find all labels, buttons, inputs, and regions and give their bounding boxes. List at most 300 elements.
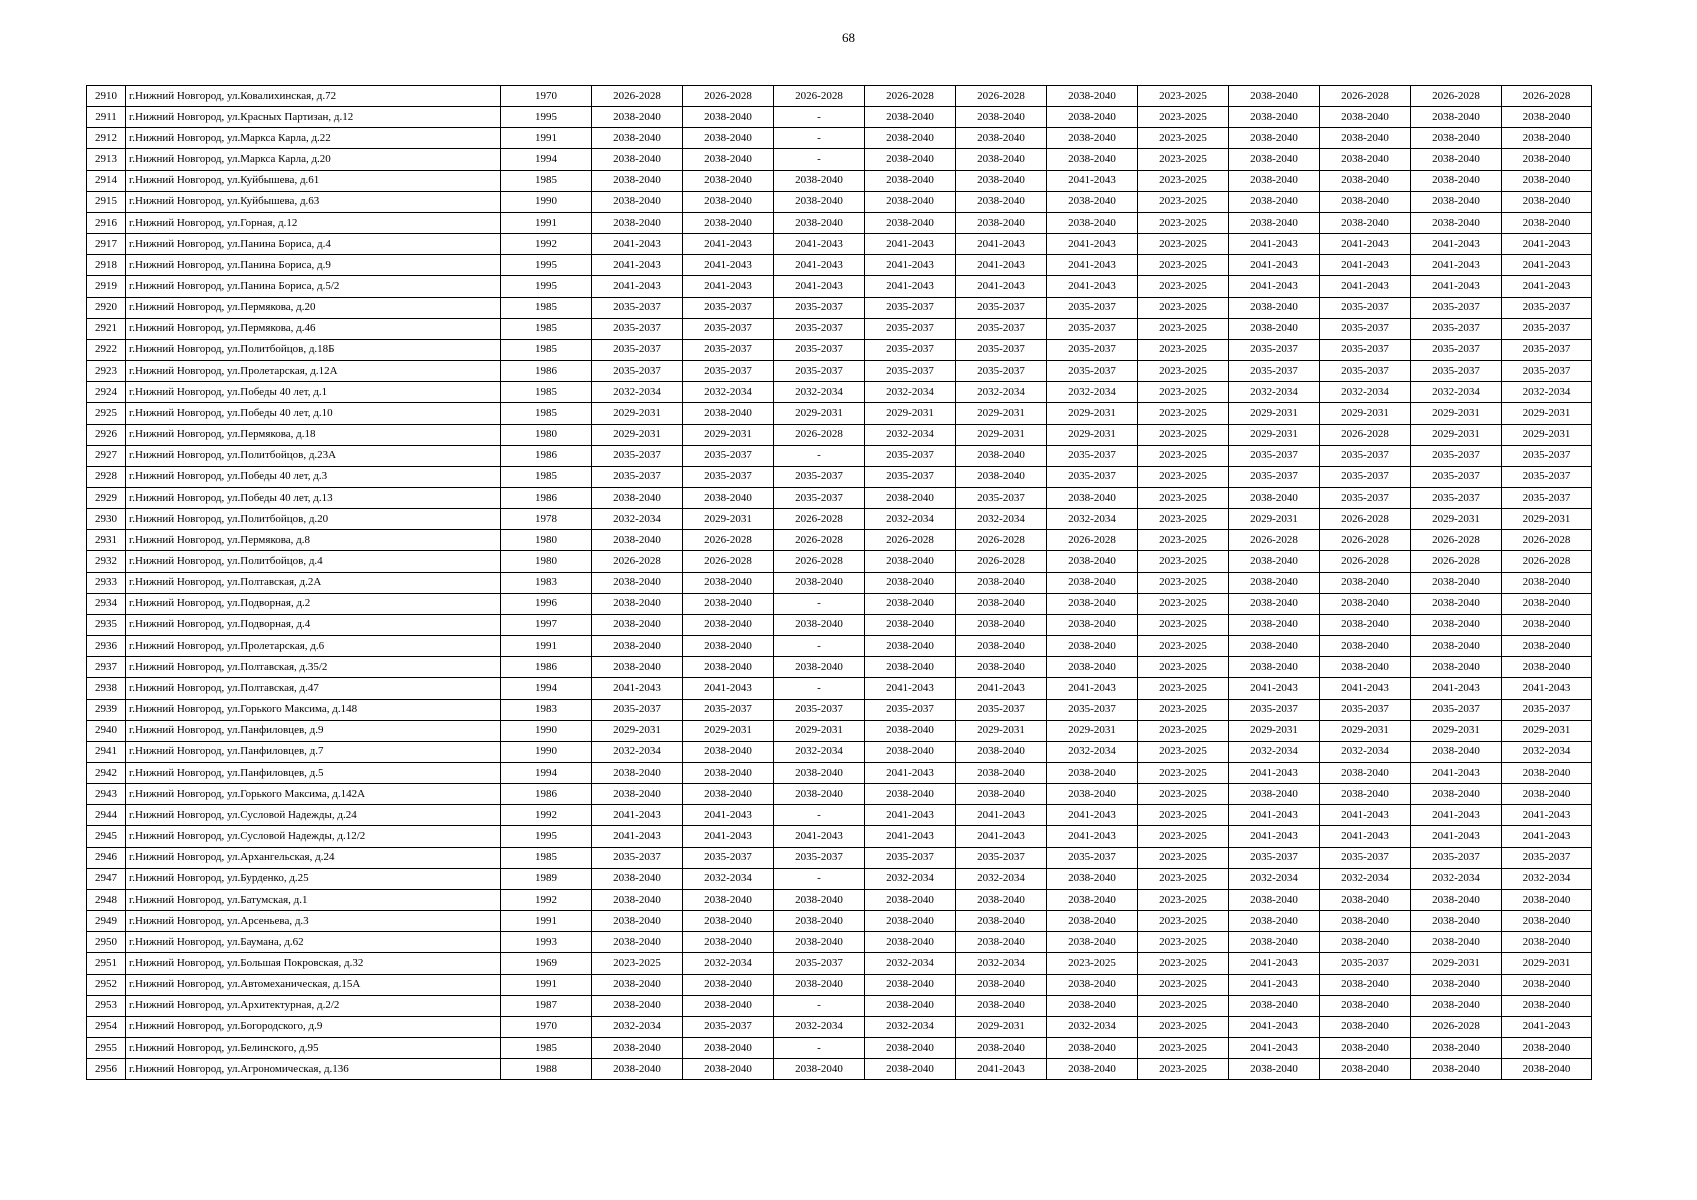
year-cell: 1986 [501, 657, 592, 678]
period-cell: 2038-2040 [865, 889, 956, 910]
period-cell: 2041-2043 [1320, 234, 1411, 255]
address-cell: г.Нижний Новгород, ул.Политбойцов, д.4 [126, 551, 501, 572]
period-cell: 2032-2034 [865, 424, 956, 445]
period-cell: 2038-2040 [1047, 149, 1138, 170]
period-cell: 2032-2034 [592, 509, 683, 530]
row-number-cell: 2956 [87, 1059, 126, 1080]
period-cell: 2038-2040 [774, 212, 865, 233]
period-cell: 2038-2040 [592, 212, 683, 233]
period-cell: 2041-2043 [1502, 678, 1592, 699]
address-cell: г.Нижний Новгород, ул.Ковалихинская, д.72 [126, 86, 501, 107]
period-cell: 2041-2043 [1047, 826, 1138, 847]
period-cell: 2038-2040 [1229, 784, 1320, 805]
row-number-cell: 2955 [87, 1038, 126, 1059]
period-cell: 2029-2031 [683, 509, 774, 530]
period-cell: 2023-2025 [1138, 657, 1229, 678]
period-cell: 2038-2040 [683, 636, 774, 657]
period-cell: 2038-2040 [683, 911, 774, 932]
period-cell: 2038-2040 [956, 911, 1047, 932]
period-cell: 2038-2040 [865, 191, 956, 212]
period-cell: 2038-2040 [1320, 636, 1411, 657]
year-cell: 1991 [501, 636, 592, 657]
period-cell: 2029-2031 [1502, 720, 1592, 741]
row-number-cell: 2915 [87, 191, 126, 212]
period-cell: 2032-2034 [865, 382, 956, 403]
period-cell: 2038-2040 [1047, 995, 1138, 1016]
period-cell: 2038-2040 [865, 932, 956, 953]
period-cell: 2035-2037 [1411, 487, 1502, 508]
period-cell: 2038-2040 [1229, 318, 1320, 339]
period-cell: 2035-2037 [1411, 847, 1502, 868]
period-cell: 2038-2040 [1502, 657, 1592, 678]
table-row [87, 805, 1592, 826]
period-cell: 2026-2028 [592, 86, 683, 107]
period-cell: 2035-2037 [592, 847, 683, 868]
period-cell: 2029-2031 [1502, 424, 1592, 445]
period-cell: 2023-2025 [1138, 234, 1229, 255]
row-number-cell: 2938 [87, 678, 126, 699]
period-cell: 2038-2040 [774, 657, 865, 678]
period-cell: 2041-2043 [1411, 276, 1502, 297]
table-row [87, 107, 1592, 128]
address-cell: г.Нижний Новгород, ул.Горького Максима, д.148 [126, 699, 501, 720]
period-cell: 2041-2043 [1411, 826, 1502, 847]
period-cell: 2038-2040 [774, 911, 865, 932]
period-cell: 2038-2040 [956, 212, 1047, 233]
address-cell: г.Нижний Новгород, ул.Горького Максима, д.142А [126, 784, 501, 805]
period-cell: 2038-2040 [1411, 1059, 1502, 1080]
period-cell: 2041-2043 [1047, 678, 1138, 699]
address-cell: г.Нижний Новгород, ул.Победы 40 лет, д.3 [126, 466, 501, 487]
period-cell: 2035-2037 [1320, 466, 1411, 487]
period-cell: 2038-2040 [956, 191, 1047, 212]
period-cell: 2038-2040 [1320, 572, 1411, 593]
period-cell: 2038-2040 [592, 149, 683, 170]
period-cell: 2041-2043 [1229, 826, 1320, 847]
period-cell: 2035-2037 [865, 361, 956, 382]
period-cell: 2038-2040 [592, 1038, 683, 1059]
period-cell: 2023-2025 [1138, 86, 1229, 107]
row-number-cell: 2944 [87, 805, 126, 826]
address-cell: г.Нижний Новгород, ул.Сусловой Надежды, д.12/2 [126, 826, 501, 847]
row-number-cell: 2914 [87, 170, 126, 191]
period-cell: 2038-2040 [683, 657, 774, 678]
period-cell: 2038-2040 [1320, 932, 1411, 953]
period-cell: 2035-2037 [1229, 699, 1320, 720]
period-cell: 2038-2040 [1320, 763, 1411, 784]
period-cell: 2038-2040 [1502, 636, 1592, 657]
period-cell: 2035-2037 [1320, 297, 1411, 318]
period-cell: 2032-2034 [1320, 868, 1411, 889]
period-cell: 2038-2040 [1047, 212, 1138, 233]
table-row [87, 509, 1592, 530]
period-cell: 2023-2025 [1138, 1016, 1229, 1037]
table-row [87, 974, 1592, 995]
row-number-cell: 2953 [87, 995, 126, 1016]
period-cell: 2023-2025 [1138, 551, 1229, 572]
period-cell: 2038-2040 [1320, 1059, 1411, 1080]
period-cell: 2035-2037 [1502, 318, 1592, 339]
period-cell: 2035-2037 [683, 297, 774, 318]
period-cell: 2035-2037 [1502, 361, 1592, 382]
period-cell: - [774, 1038, 865, 1059]
period-cell: 2032-2034 [865, 509, 956, 530]
year-cell: 1997 [501, 614, 592, 635]
row-number-cell: 2924 [87, 382, 126, 403]
period-cell: 2035-2037 [1229, 466, 1320, 487]
period-cell: 2041-2043 [1229, 953, 1320, 974]
period-cell: 2035-2037 [865, 445, 956, 466]
period-cell: 2038-2040 [683, 1038, 774, 1059]
period-cell: 2038-2040 [1411, 593, 1502, 614]
table-row [87, 720, 1592, 741]
period-cell: 2041-2043 [592, 234, 683, 255]
period-cell: 2029-2031 [1047, 403, 1138, 424]
period-cell: 2035-2037 [1502, 339, 1592, 360]
period-cell: 2038-2040 [1320, 657, 1411, 678]
address-cell: г.Нижний Новгород, ул.Панина Бориса, д.5/2 [126, 276, 501, 297]
period-cell: 2038-2040 [1320, 974, 1411, 995]
row-number-cell: 2939 [87, 699, 126, 720]
year-cell: 1991 [501, 974, 592, 995]
address-cell: г.Нижний Новгород, ул.Панина Бориса, д.4 [126, 234, 501, 255]
period-cell: 2038-2040 [1320, 889, 1411, 910]
period-cell: 2038-2040 [865, 1059, 956, 1080]
period-cell: 2041-2043 [1320, 255, 1411, 276]
period-cell: 2026-2028 [1502, 86, 1592, 107]
period-cell: 2035-2037 [1047, 297, 1138, 318]
period-cell: 2023-2025 [1138, 911, 1229, 932]
year-cell: 1980 [501, 530, 592, 551]
period-cell: 2038-2040 [1047, 593, 1138, 614]
period-cell: 2038-2040 [865, 170, 956, 191]
period-cell: 2038-2040 [1229, 572, 1320, 593]
period-cell: 2038-2040 [592, 614, 683, 635]
address-cell: г.Нижний Новгород, ул.Политбойцов, д.18Б [126, 339, 501, 360]
period-cell: - [774, 995, 865, 1016]
table-row [87, 339, 1592, 360]
period-cell: 2038-2040 [1047, 487, 1138, 508]
period-cell: 2023-2025 [1138, 107, 1229, 128]
row-number-cell: 2942 [87, 763, 126, 784]
period-cell: 2029-2031 [1320, 720, 1411, 741]
period-cell: 2035-2037 [592, 297, 683, 318]
address-cell: г.Нижний Новгород, ул.Панина Бориса, д.9 [126, 255, 501, 276]
address-cell: г.Нижний Новгород, ул.Горная, д.12 [126, 212, 501, 233]
period-cell: 2038-2040 [683, 170, 774, 191]
period-cell: 2026-2028 [1320, 509, 1411, 530]
table-row [87, 530, 1592, 551]
period-cell: 2023-2025 [1138, 318, 1229, 339]
period-cell: 2038-2040 [1502, 763, 1592, 784]
table-row [87, 741, 1592, 762]
period-cell: 2029-2031 [956, 403, 1047, 424]
period-cell: 2035-2037 [592, 361, 683, 382]
row-number-cell: 2943 [87, 784, 126, 805]
period-cell: 2038-2040 [1502, 212, 1592, 233]
period-cell: 2038-2040 [1411, 784, 1502, 805]
period-cell: 2035-2037 [956, 361, 1047, 382]
period-cell: 2038-2040 [1047, 763, 1138, 784]
period-cell: 2041-2043 [956, 678, 1047, 699]
period-cell: 2038-2040 [683, 593, 774, 614]
table-row [87, 1016, 1592, 1037]
year-cell: 1993 [501, 932, 592, 953]
period-cell: 2038-2040 [956, 1038, 1047, 1059]
period-cell: 2023-2025 [1138, 741, 1229, 762]
period-cell: 2041-2043 [1411, 234, 1502, 255]
period-cell: 2023-2025 [1138, 297, 1229, 318]
year-cell: 1985 [501, 1038, 592, 1059]
period-cell: 2038-2040 [1411, 212, 1502, 233]
table-row [87, 636, 1592, 657]
period-cell: 2023-2025 [1138, 212, 1229, 233]
period-cell: 2041-2043 [1320, 805, 1411, 826]
period-cell: 2026-2028 [1502, 551, 1592, 572]
period-cell: 2023-2025 [1138, 995, 1229, 1016]
address-cell: г.Нижний Новгород, ул.Пермякова, д.18 [126, 424, 501, 445]
period-cell: 2038-2040 [592, 170, 683, 191]
period-cell: 2032-2034 [1502, 382, 1592, 403]
year-cell: 1988 [501, 1059, 592, 1080]
table-row [87, 191, 1592, 212]
period-cell: 2041-2043 [865, 826, 956, 847]
period-cell: 2038-2040 [1411, 128, 1502, 149]
year-cell: 1994 [501, 149, 592, 170]
period-cell: 2038-2040 [865, 636, 956, 657]
row-number-cell: 2910 [87, 86, 126, 107]
row-number-cell: 2949 [87, 911, 126, 932]
period-cell: 2038-2040 [592, 911, 683, 932]
period-cell: 2038-2040 [1229, 911, 1320, 932]
period-cell: 2041-2043 [1502, 255, 1592, 276]
period-cell: 2035-2037 [1320, 318, 1411, 339]
period-cell: 2041-2043 [1047, 255, 1138, 276]
year-cell: 1995 [501, 107, 592, 128]
period-cell: 2038-2040 [592, 487, 683, 508]
period-cell: 2038-2040 [865, 551, 956, 572]
address-cell: г.Нижний Новгород, ул.Пермякова, д.46 [126, 318, 501, 339]
table-row [87, 953, 1592, 974]
period-cell: 2041-2043 [1047, 805, 1138, 826]
period-cell: 2035-2037 [865, 466, 956, 487]
period-cell: 2038-2040 [1320, 149, 1411, 170]
period-cell: 2038-2040 [865, 995, 956, 1016]
period-cell: 2038-2040 [1502, 572, 1592, 593]
period-cell: 2029-2031 [774, 403, 865, 424]
period-cell: 2026-2028 [683, 530, 774, 551]
period-cell: 2032-2034 [865, 953, 956, 974]
year-cell: 1985 [501, 318, 592, 339]
address-cell: г.Нижний Новгород, ул.Панфиловцев, д.5 [126, 763, 501, 784]
table-row [87, 382, 1592, 403]
period-cell: 2038-2040 [1229, 191, 1320, 212]
address-cell: г.Нижний Новгород, ул.Агрономическая, д.136 [126, 1059, 501, 1080]
period-cell: 2032-2034 [683, 868, 774, 889]
period-cell: 2035-2037 [1047, 445, 1138, 466]
period-cell: 2035-2037 [956, 699, 1047, 720]
period-cell: 2038-2040 [1502, 128, 1592, 149]
table-row [87, 234, 1592, 255]
period-cell: 2035-2037 [774, 297, 865, 318]
period-cell: 2035-2037 [865, 847, 956, 868]
year-cell: 1980 [501, 551, 592, 572]
period-cell: 2038-2040 [956, 932, 1047, 953]
period-cell: 2026-2028 [683, 86, 774, 107]
period-cell: 2023-2025 [1138, 614, 1229, 635]
year-cell: 1980 [501, 424, 592, 445]
period-cell: 2038-2040 [592, 974, 683, 995]
period-cell: 2038-2040 [592, 107, 683, 128]
period-cell: 2026-2028 [1320, 86, 1411, 107]
period-cell: 2035-2037 [865, 699, 956, 720]
period-cell: 2041-2043 [865, 678, 956, 699]
period-cell: 2041-2043 [683, 826, 774, 847]
period-cell: 2038-2040 [1502, 107, 1592, 128]
period-cell: 2032-2034 [1229, 868, 1320, 889]
period-cell: 2023-2025 [1138, 191, 1229, 212]
period-cell: 2038-2040 [865, 572, 956, 593]
period-cell: 2029-2031 [1411, 509, 1502, 530]
row-number-cell: 2935 [87, 614, 126, 635]
period-cell: 2041-2043 [956, 234, 1047, 255]
table-row [87, 212, 1592, 233]
period-cell: 2035-2037 [592, 699, 683, 720]
row-number-cell: 2917 [87, 234, 126, 255]
table-row [87, 128, 1592, 149]
period-cell: 2041-2043 [683, 255, 774, 276]
period-cell: 2029-2031 [1320, 403, 1411, 424]
period-cell: 2023-2025 [1138, 276, 1229, 297]
table-row [87, 297, 1592, 318]
period-cell: 2038-2040 [865, 657, 956, 678]
period-cell: 2038-2040 [1411, 149, 1502, 170]
period-cell: 2038-2040 [1320, 784, 1411, 805]
address-cell: г.Нижний Новгород, ул.Подворная, д.2 [126, 593, 501, 614]
period-cell: 2038-2040 [1411, 1038, 1502, 1059]
period-cell: 2041-2043 [683, 678, 774, 699]
period-cell: 2029-2031 [956, 720, 1047, 741]
address-cell: г.Нижний Новгород, ул.Куйбышева, д.61 [126, 170, 501, 191]
period-cell: 2035-2037 [774, 847, 865, 868]
period-cell: 2041-2043 [1320, 678, 1411, 699]
row-number-cell: 2918 [87, 255, 126, 276]
period-cell: 2035-2037 [1502, 847, 1592, 868]
period-cell: 2038-2040 [1229, 297, 1320, 318]
year-cell: 1985 [501, 466, 592, 487]
address-cell: г.Нижний Новгород, ул.Маркса Карла, д.20 [126, 149, 501, 170]
period-cell: 2038-2040 [1047, 572, 1138, 593]
period-cell: 2032-2034 [1047, 741, 1138, 762]
period-cell: 2023-2025 [1138, 932, 1229, 953]
period-cell: 2035-2037 [1320, 847, 1411, 868]
period-cell: 2035-2037 [592, 318, 683, 339]
period-cell: 2023-2025 [1138, 445, 1229, 466]
period-cell: 2041-2043 [683, 276, 774, 297]
period-cell: 2035-2037 [1502, 487, 1592, 508]
period-cell: 2032-2034 [774, 382, 865, 403]
table-body [87, 86, 1592, 1080]
period-cell: 2038-2040 [683, 403, 774, 424]
period-cell: 2038-2040 [1047, 1038, 1138, 1059]
period-cell: 2026-2028 [1502, 530, 1592, 551]
period-cell: 2026-2028 [956, 86, 1047, 107]
period-cell: 2041-2043 [1229, 974, 1320, 995]
address-cell: г.Нижний Новгород, ул.Автомеханическая, д.15А [126, 974, 501, 995]
period-cell: 2035-2037 [774, 487, 865, 508]
period-cell: 2038-2040 [683, 1059, 774, 1080]
period-cell: 2038-2040 [956, 466, 1047, 487]
table-row [87, 763, 1592, 784]
period-cell: 2041-2043 [1047, 276, 1138, 297]
period-cell: 2041-2043 [865, 805, 956, 826]
address-cell: г.Нижний Новгород, ул.Подворная, д.4 [126, 614, 501, 635]
row-number-cell: 2912 [87, 128, 126, 149]
period-cell: 2041-2043 [956, 276, 1047, 297]
period-cell: 2023-2025 [1138, 847, 1229, 868]
period-cell: 2035-2037 [956, 318, 1047, 339]
period-cell: 2041-2043 [956, 805, 1047, 826]
period-cell: 2041-2043 [592, 255, 683, 276]
period-cell: - [774, 636, 865, 657]
period-cell: 2041-2043 [1411, 763, 1502, 784]
period-cell: 2038-2040 [1502, 932, 1592, 953]
year-cell: 1991 [501, 212, 592, 233]
period-cell: 2038-2040 [1229, 1059, 1320, 1080]
address-cell: г.Нижний Новгород, ул.Пермякова, д.8 [126, 530, 501, 551]
period-cell: 2038-2040 [1047, 107, 1138, 128]
period-cell: 2038-2040 [1047, 1059, 1138, 1080]
period-cell: 2038-2040 [1411, 932, 1502, 953]
period-cell: 2038-2040 [1320, 170, 1411, 191]
period-cell: 2041-2043 [865, 276, 956, 297]
period-cell: 2038-2040 [1229, 889, 1320, 910]
period-cell: 2026-2028 [774, 551, 865, 572]
period-cell: 2041-2043 [865, 234, 956, 255]
period-cell: 2023-2025 [1138, 953, 1229, 974]
period-cell: 2038-2040 [1320, 911, 1411, 932]
year-cell: 1992 [501, 889, 592, 910]
period-cell: 2038-2040 [683, 932, 774, 953]
year-cell: 1995 [501, 255, 592, 276]
period-cell: 2038-2040 [1502, 889, 1592, 910]
period-cell: 2038-2040 [956, 657, 1047, 678]
address-cell: г.Нижний Новгород, ул.Маркса Карла, д.22 [126, 128, 501, 149]
address-cell: г.Нижний Новгород, ул.Баумана, д.62 [126, 932, 501, 953]
period-cell: 2029-2031 [1502, 403, 1592, 424]
period-cell: 2041-2043 [1320, 276, 1411, 297]
period-cell: 2032-2034 [774, 741, 865, 762]
period-cell: 2038-2040 [1411, 614, 1502, 635]
period-cell: 2029-2031 [1411, 403, 1502, 424]
period-cell: 2035-2037 [1047, 847, 1138, 868]
period-cell: 2035-2037 [1411, 445, 1502, 466]
period-cell: 2035-2037 [774, 361, 865, 382]
period-cell: 2035-2037 [774, 339, 865, 360]
period-cell: 2038-2040 [1502, 911, 1592, 932]
period-cell: 2023-2025 [1138, 678, 1229, 699]
period-cell: 2038-2040 [774, 572, 865, 593]
period-cell: 2026-2028 [1320, 424, 1411, 445]
period-cell: 2038-2040 [1411, 995, 1502, 1016]
table-row [87, 826, 1592, 847]
row-number-cell: 2936 [87, 636, 126, 657]
period-cell: 2038-2040 [956, 995, 1047, 1016]
year-cell: 1989 [501, 868, 592, 889]
period-cell: 2035-2037 [1229, 361, 1320, 382]
year-cell: 1986 [501, 784, 592, 805]
table-row [87, 932, 1592, 953]
